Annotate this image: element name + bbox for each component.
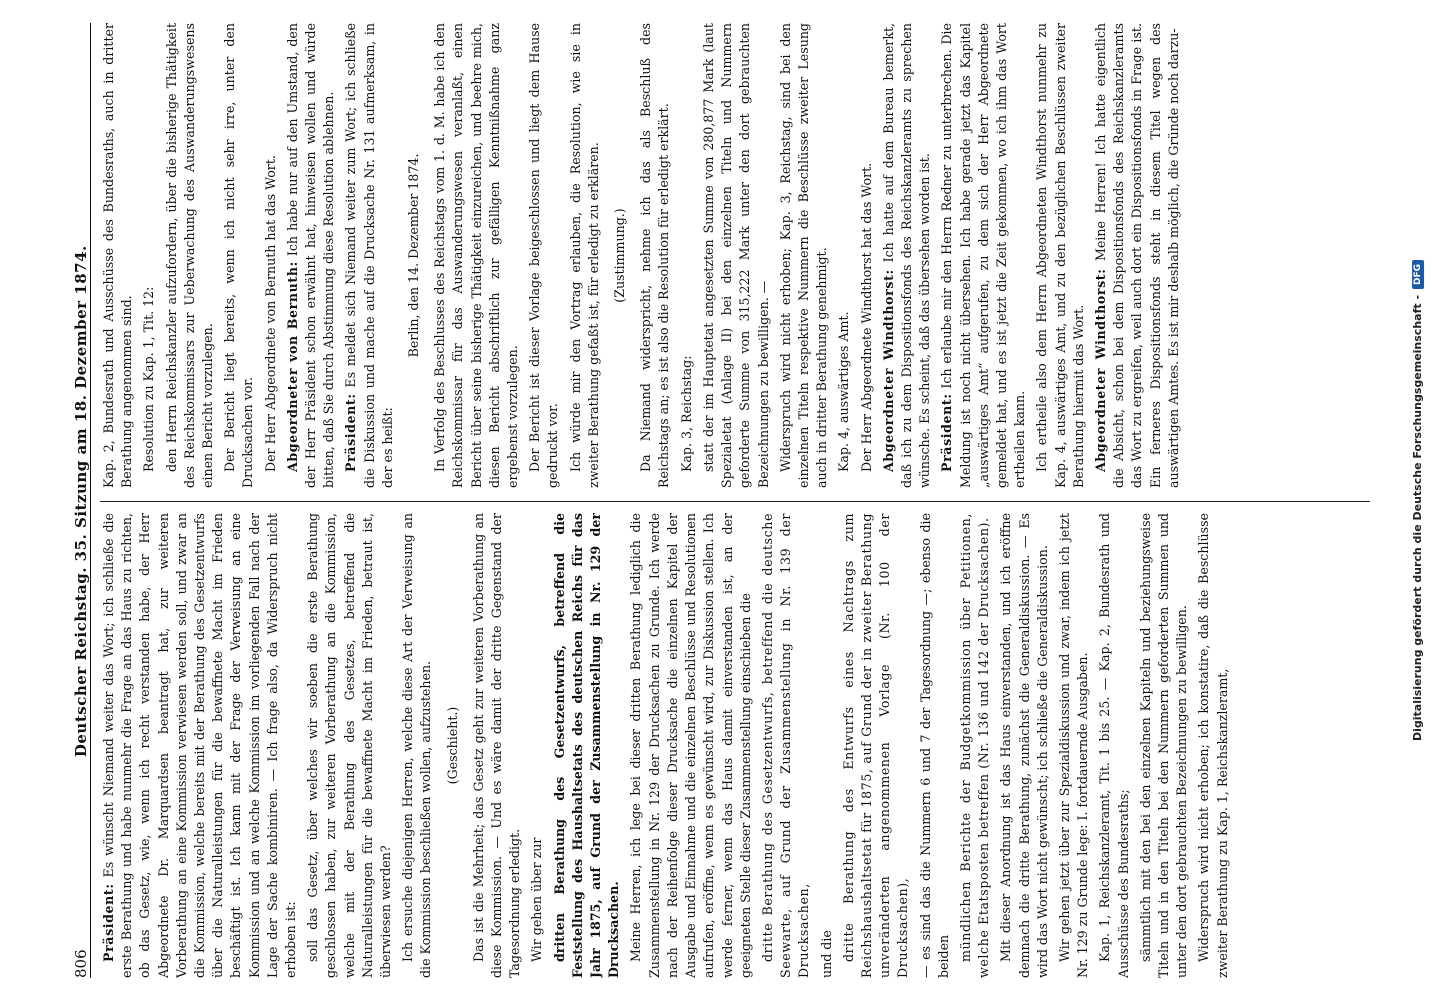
digitization-sidebar xyxy=(1404,0,1432,1000)
page-title: Deutscher Reichstag. 35. Sitzung am 18. Dezember 1874. xyxy=(72,245,90,758)
paragraph: Resolution zu Kap. 1, Tit. 12: xyxy=(141,286,157,472)
paragraph: Wir gehen über zur xyxy=(529,837,545,962)
speaker-name: Abgeordneter Windthorst: xyxy=(1092,268,1108,472)
page-number: 806 xyxy=(72,949,90,978)
paragraph: Ich ersuche diejenigen Herren, welche diese Art der Verweisung an die Kommission beschließen wollen, aufzustehen. xyxy=(400,513,434,978)
paragraph: — es sind das die Nummern 6 und 7 der Tagesordnung —; ebenso die beiden xyxy=(917,513,951,978)
speech-text: Es meldet sich Niemand weiter zum Wort; ich schließe die Diskussion und mache auf die Drucksache Nr. 131 aufmerksam, in der es heißt: xyxy=(343,23,395,488)
paragraph: Meine Herren, ich lege bei dieser dritten Berathung lediglich die Zusammenstellung in Nr. 129 der Drucksachen zu Grunde. Ich werde nach der Reihenfolge dieser Drucksache die einzelnen Kapitel der Ausgabe und Einnahme und die einzelnen Beschlüsse und Resolutionen aufrufen, eröffne, wenn es gewünscht wird, zur Diskussion stellen. Ich werde ferner, wenn das Haus damit einverstanden ist, an der geeigneten Stelle dieser Zusammenstellung einschieben die xyxy=(628,513,753,978)
speech-text: Ich habe nur auf den Umstand, den der Herr Präsident schon erwähnt hat, hinweisen wollen und würde bitten, daß Sie durch Abstimmung diese Resolution ablehnen. xyxy=(284,23,337,488)
document-page xyxy=(60,23,1375,978)
digitization-note: Digitalisierung gefördert durch die Deutsche Forschungsgemeinschaft - xyxy=(1411,294,1425,741)
speech-text: Es wünscht Niemand weiter das Wort; ich schließe die erste Berathung und habe nunmehr die Frage an das Haus zu richten, ob das Gesetz, wie, wenn ich recht verstanden habe, der Herr Abgeordnete Dr. Marquardsen beantragt hat, zur weiteren Vorberathung an eine Kommission verwiesen werden soll, und zwar an die Kommission, welche bereits mit der Berathung des Gesetzentwurfs über die Naturalleistungen für die bewaffnete Macht im Frieden beschäftigt ist. Ich kann mit der Frage der Verweisung an eine Kommission und an welche Kommission im vorliegenden Fall nach der Lage der Sache kombiniren. — Ich frage also, da Widerspruch nicht erhoben ist: xyxy=(101,513,299,978)
stage-direction: Berlin, den 14. Dezember 1874. xyxy=(406,153,422,358)
paragraph: Der Bericht ist dieser Vorlage beigeschlossen und liegt dem Hause gedruckt vor. xyxy=(527,23,561,488)
speaker-paragraph xyxy=(1092,23,1183,488)
paragraph: Kap. 4, auswärtiges Amt. xyxy=(836,311,852,472)
speaker-name: Abgeordneter von Bernuth: xyxy=(284,261,300,472)
paragraph: Kap. 2, Bundesrath und Ausschüsse des Bundesraths, auch in dritter Berathung angenommen sind. xyxy=(101,23,135,488)
speaker-name: Präsident: xyxy=(343,393,359,472)
stage-direction: (Zustimmung.) xyxy=(612,208,628,303)
speech-text: Meine Herren! Ich hatte eigentlich die Absicht, schon bei dem Dispositionsfonds des Reichskanzleramts das Wort zu ergreifen, weil auch dort ein Dispositionsfonds in Frage ist. Ein ferneres Dispositionsfonds steht in diesem Titel wegen des auswärtigen Amtes. Es ist mir deshalb möglich, die Gründe noch darzu- xyxy=(1092,23,1181,488)
agenda-heading: dritten Berathung des Gesetzentwurfs, betreffend die Feststellung des Haushaltsetats des deutschen Reichs für das Jahr 1875, auf Grund der Zusammenstellung in Nr. 129 der Drucksachen. xyxy=(551,513,622,978)
dfg-logo: DFG xyxy=(1412,259,1424,288)
paragraph: Kap. 3, Reichstag: xyxy=(678,355,694,472)
paragraph: Der Herr Abgeordnete von Bernuth hat das Wort. xyxy=(262,155,278,472)
paragraph: Kap. 1, Reichskanzleramt, Tit. 1 bis 25. — Kap. 2, Bundesrath und Ausschüsse des Bundesraths; xyxy=(1097,513,1131,978)
speaker-paragraph xyxy=(938,23,1029,488)
paragraph: Das ist die Mehrheit; das Gesetz geht zur weiteren Vorberathung an diese Kommission. — Und es wäre damit der dritte Gegenstand der Tagesordnung erledigt. xyxy=(470,513,523,978)
speaker-paragraph xyxy=(284,23,339,488)
paragraph: Da Niemand widerspricht, nehme ich das als Beschluß des Reichstags an; es ist also die Resolution für erledigt erklärt. xyxy=(638,23,672,488)
column-divider xyxy=(100,501,1370,502)
paragraph: Ich würde mir den Vortrag erlauben, die Resolution, wie sie in zweiter Berathung gefaßt ist, für erledigt zu erklären. xyxy=(567,23,601,488)
speaker-paragraph xyxy=(342,23,397,488)
right-column xyxy=(100,23,1370,488)
paragraph: Ich ertheile also dem Herrn Abgeordneten Windthorst nunmehr zu Kap. 4, auswärtiges Amt, und zu den bezüglichen Beschlüssen zweiter Berathung hiermit das Wort. xyxy=(1034,23,1086,488)
speech-text: Ich erlaube mir den Herrn Redner zu unterbrechen. Die Meldung ist noch nicht übersehen. Ich habe gerade jetzt das Kapitel „auswärtiges Amt“ aufgerufen, zu dem sich der Herr Abgeordnete gemeldet hat, und es ist jetzt die Zeit gekommen, wo ich ihm das Wort ertheilen kann. xyxy=(939,23,1028,488)
page-header xyxy=(60,23,91,978)
speaker-name: Präsident: xyxy=(101,883,116,962)
left-column xyxy=(100,513,1370,978)
speaker-name: Abgeordneter Windthorst: xyxy=(880,269,896,472)
paragraph: In Verfolg des Beschlusses des Reichstags vom 1. d. M. habe ich den Reichskommissar für das Auswanderungswesen veranlaßt, einen Bericht über seine bisherige Thätigkeit einzureichen, und beehre mich, diesen Bericht abschriftlich zur gefälligen Kenntnißnahme ganz ergebenst vorzulegen. xyxy=(432,23,521,488)
paragraph: Widerspruch wird nicht erhoben; ich konstatire, daß die Beschlüsse zweiter Berathung zu Kap. 1, Reichskanzleramt, xyxy=(1196,513,1230,978)
paragraph: Der Herr Abgeordnete Windthorst hat das Wort. xyxy=(858,162,874,472)
paragraph: Der Bericht liegt bereits, wenn ich nicht sehr irre, unter den Drucksachen vor. xyxy=(222,23,256,488)
paragraph: Mit dieser Anordnung ist das Haus einverstanden, und ich eröffne demnach die dritte Berathung, zunächst die Generaldiskussion. — Es wird das Wort nicht gewünscht; ich schließe die Generaldiskussion. xyxy=(998,513,1050,978)
paragraph: sämmtlich mit den bei den einzelnen Kapiteln und beziehungsweise Titeln und in den Titeln bei den Nummern geforderten Summen und unter den dort gebrauchten Bezeichnungen zu bewilligen. xyxy=(1137,513,1190,978)
paragraph: den Herrn Reichskanzler aufzufordern, über die bisherige Thätigkeit des Reichskommissars zur Ueberwachung des Auswanderungswesens einen Bericht vorzulegen. xyxy=(163,23,216,488)
paragraph: Widerspruch wird nicht erhoben; Kap. 3, Reichstag, sind bei den einzelnen Titeln respektive Nummern die Beschlüsse zweiter Lesung auch in dritter Berathung genehmigt. xyxy=(777,23,830,488)
speaker-name: Präsident: xyxy=(939,393,955,472)
agenda-item: dritte Berathung des Gesetzentwurfs, betreffend die deutsche Seewarte, auf Grund der Zusammenstellung in Nr. 139 der Drucksachen, xyxy=(759,513,812,978)
text-columns xyxy=(100,23,1370,978)
paragraph: Wir gehen jetzt über zur Spezialdiskussion und zwar, indem ich jetzt Nr. 129 zu Grunde lege: I. fortdauernde Ausgaben. xyxy=(1056,513,1091,978)
stage-direction: (Geschieht.) xyxy=(444,706,460,785)
paragraph: soll das Gesetz, über welches wir soeben die erste Berathung geschlossen haben, zur weiteren Vorberathung an die Kommission, welche mit der Berathung des Gesetzes, betreffend die Naturalleistungen für die bewaffnete Macht im Frieden, betraut ist, überwiesen werden? xyxy=(305,513,394,978)
paragraph: statt der im Hauptetat angesetzten Summe von 280,877 Mark (laut Spezialetat (Anlage II) bei den einzelnen Titeln und Nummern geforderte Summe von 315,222 Mark unter den dort gebrauchten Bezeichnungen zu bewilligen. — xyxy=(700,23,771,488)
speech-text: Ich hatte auf dem Bureau bemerkt, daß ich zu dem Dispositionsfonds des Reichskanzleramts zu sprechen wünsche. Es scheint, daß das übersehen worden ist. xyxy=(880,23,933,488)
agenda-item: dritte Berathung des Entwurfs eines Nachtrags zum Reichshaushaltsetat für 1875, auf Grund der in zweiter Berathung unveränderten angenommenen Vorlage (Nr. 100 der Drucksachen), xyxy=(840,513,911,978)
agenda-item: mündlichen Berichte der Budgetkommission über Petitionen, welche Etatsposten betreffen (Nr. 136 und 142 der Drucksachen). xyxy=(957,513,992,978)
paragraph: und die xyxy=(818,930,834,978)
speaker-paragraph xyxy=(880,23,935,488)
speaker-paragraph xyxy=(100,513,300,978)
